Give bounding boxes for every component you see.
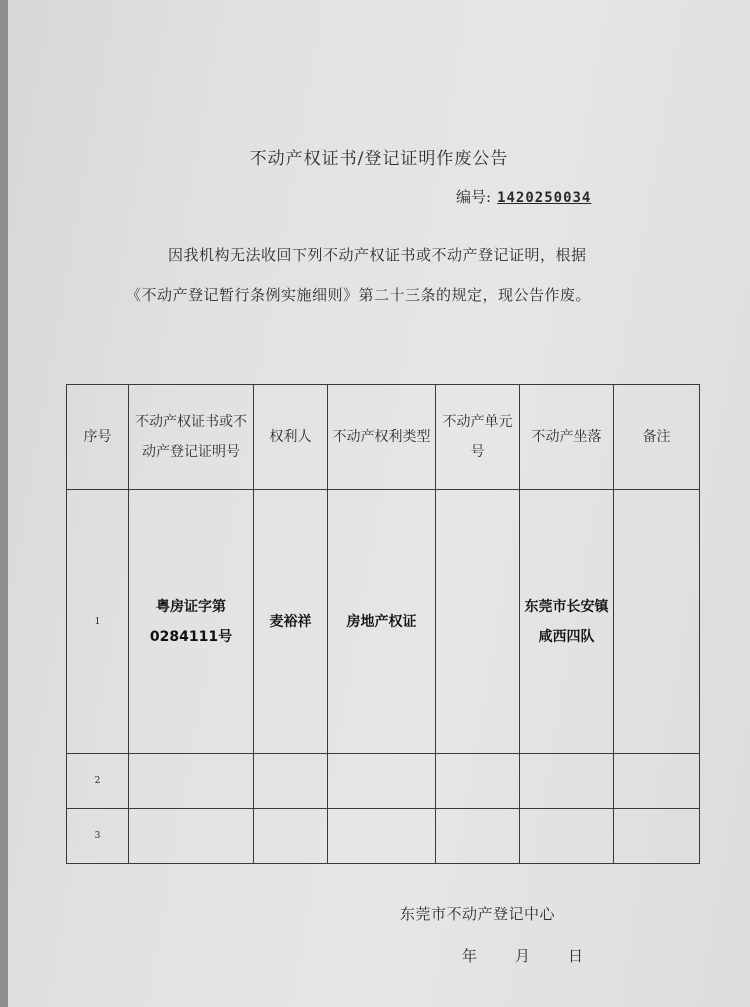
- date-month: 月: [515, 947, 531, 965]
- cell-unit-no: [436, 490, 520, 754]
- issuer-name: 东莞市不动产登记中心: [400, 905, 556, 923]
- date-day: 日: [568, 947, 584, 965]
- intro-line-1: 因我机构无法收回下列不动产权证书或不动产登记证明，根据: [168, 246, 587, 264]
- cell-location: [520, 754, 614, 809]
- cell-location: [520, 809, 614, 864]
- cell-holder: [254, 809, 328, 864]
- cell-right-type: [328, 809, 436, 864]
- cell-unit-no: [436, 809, 520, 864]
- number-label: 编号:: [456, 188, 492, 206]
- cell-unit-no: [436, 754, 520, 809]
- table-row: [67, 754, 700, 809]
- header-location: 不动产坐落: [520, 385, 614, 490]
- document-sheet: [8, 0, 750, 1007]
- cell-remark: [614, 490, 700, 754]
- cell-cert-no: 粤房证字第0284111号: [129, 490, 254, 754]
- header-holder: 权利人: [254, 385, 328, 490]
- cell-holder: [254, 754, 328, 809]
- document-number: [456, 186, 591, 207]
- invalidation-table: [66, 384, 700, 864]
- cell-location: 东莞市长安镇咸西四队: [520, 490, 614, 754]
- header-seq: 序号: [67, 385, 129, 490]
- header-cert-no: 不动产权证书或不动产登记证明号: [129, 385, 254, 490]
- table-header-row: [67, 385, 700, 490]
- cell-cert-no: [129, 754, 254, 809]
- cell-cert-no: [129, 809, 254, 864]
- cell-remark: [614, 754, 700, 809]
- cell-seq: 3: [67, 809, 129, 864]
- header-remark: 备注: [614, 385, 700, 490]
- cell-seq: 1: [67, 490, 129, 754]
- table-row: [67, 809, 700, 864]
- cell-right-type: [328, 754, 436, 809]
- intro-line-2: 《不动产登记暂行条例实施细则》第二十三条的规定，现公告作废。: [126, 286, 592, 304]
- cell-right-type: 房地产权证: [328, 490, 436, 754]
- cell-remark: [614, 809, 700, 864]
- header-unit-no: 不动产单元号: [436, 385, 520, 490]
- header-right-type: 不动产权利类型: [328, 385, 436, 490]
- cell-holder: 麦裕祥: [254, 490, 328, 754]
- date-year: 年: [462, 947, 478, 965]
- cell-seq: 2: [67, 754, 129, 809]
- number-value: 1420250034: [497, 190, 592, 206]
- page-title: 不动产权证书/登记证明作废公告: [249, 149, 509, 169]
- table-row: [67, 490, 700, 754]
